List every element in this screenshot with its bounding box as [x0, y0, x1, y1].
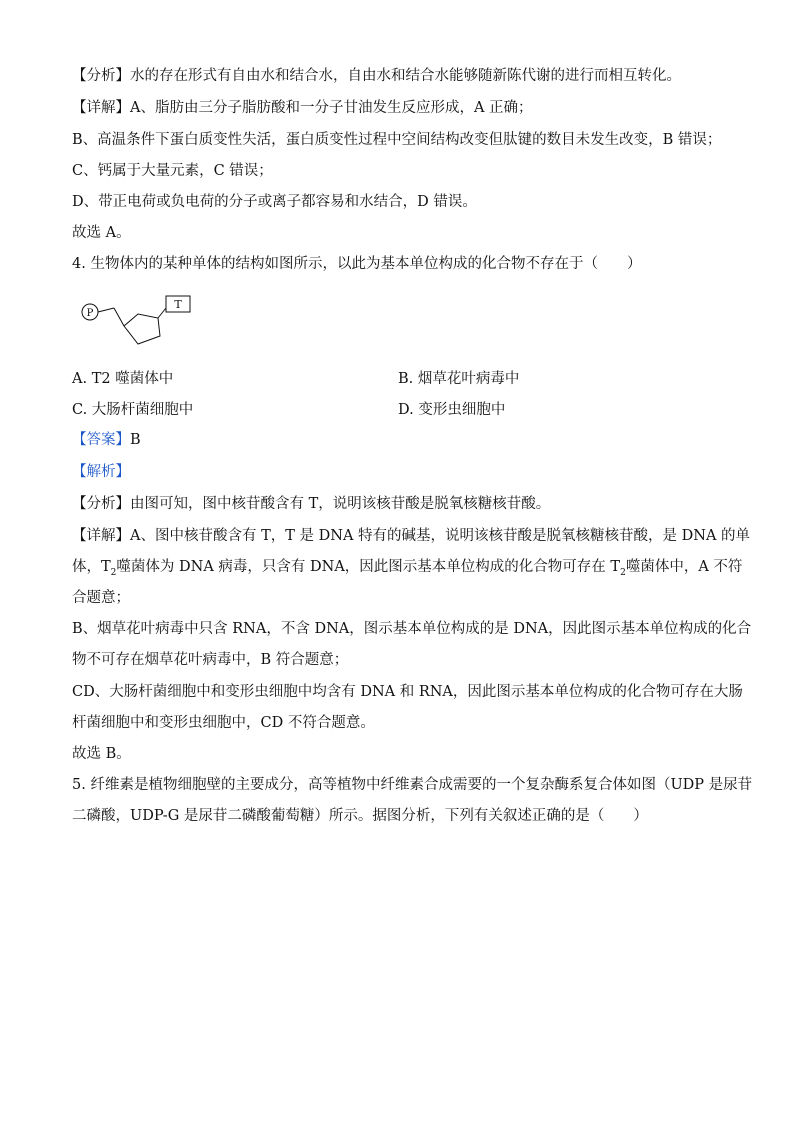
q4-option-c: C. 大肠杆菌细胞中 [72, 402, 194, 418]
q4-detail-cd-line2: 杆菌细胞中和变形虫细胞中，CD 不符合题意。 [72, 715, 375, 731]
q3-choose: 故选 A。 [72, 225, 131, 241]
q3-detail-b: B、高温条件下蛋白质变性失活，蛋白质变性过程中空间结构改变但肽键的数目未发生改变，B 错误； [72, 132, 722, 148]
q4-answer-label: 【答案】 [72, 432, 130, 448]
q4-option-a: A. T2 噬菌体中 [72, 371, 174, 387]
q4-detail-cd-line1: CD、大肠杆菌细胞中和变形虫细胞中均含有 DNA 和 RNA，因此图示基本单位构成的化合物可存在大肠 [72, 684, 743, 700]
base-label: T [174, 298, 182, 311]
subscript-2b: 2 [620, 567, 626, 578]
phosphate-bond-2 [114, 308, 124, 326]
q4-option-d: D. 变形虫细胞中 [398, 402, 506, 418]
q4-answer-value: B [130, 432, 141, 448]
pentose-ring [124, 314, 160, 344]
q4-detail-b-line1: B、烟草花叶病毒中只含 RNA，不含 DNA，图示基本单位构成的是 DNA，因此图示基本单位构成的化合 [72, 621, 752, 637]
nucleotide-diagram [74, 290, 204, 362]
q4-answer-line [72, 430, 141, 450]
q4-detail-a-line3: 合题意； [72, 590, 130, 606]
q4-detail-a-line1: 【详解】A、图中核苷酸含有 T，T 是 DNA 特有的碱基，说明该核苷酸是脱氧核糖核苷酸，是 DNA 的单 [72, 528, 751, 544]
q5-stem-line2: 二磷酸，UDP-G 是尿苷二磷酸葡萄糖）所示。据图分析，下列有关叙述正确的是（ ） [72, 808, 648, 824]
q4-detail-a-text-2: 噬菌体为 DNA 病毒，只含有 DNA，因此图示基本单位构成的化合物可存在 T [116, 559, 621, 575]
q4-choose: 故选 B。 [72, 746, 131, 762]
q4-analysis: 【分析】由图可知，图中核苷酸含有 T，说明该核苷酸是脱氧核糖核苷酸。 [72, 496, 551, 512]
base-bond [158, 308, 166, 318]
q4-explain-label: 【解析】 [72, 464, 130, 480]
q4-option-b: B. 烟草花叶病毒中 [398, 371, 520, 387]
q3-detail-d: D、带正电荷或负电荷的分子或离子都容易和水结合，D 错误。 [72, 194, 477, 210]
q4-stem: 4. 生物体内的某种单体的结构如图所示，以此为基本单位构成的化合物不存在于（ ） [72, 256, 642, 272]
q4-detail-a-text-3: 噬菌体中，A 不符 [625, 559, 743, 575]
q4-detail-b-line2: 物不可存在烟草花叶病毒中，B 符合题意； [72, 652, 349, 668]
q3-analysis: 【分析】水的存在形式有自由水和结合水，自由水和结合水能够随新陈代谢的进行而相互转化。 [72, 68, 681, 84]
q4-detail-a-text-1: 体，T [72, 559, 111, 575]
phosphate-bond [98, 308, 114, 312]
phosphate-label: P [86, 308, 94, 319]
q3-detail-a: 【详解】A、脂肪由三分子脂肪酸和一分子甘油发生反应形成，A 正确； [72, 100, 533, 116]
q5-stem-line1: 5. 纤维素是植物细胞壁的主要成分，高等植物中纤维素合成需要的一个复杂酶系复合体如图（UDP 是尿苷 [72, 777, 753, 793]
subscript-2: 2 [110, 567, 117, 578]
q3-detail-c: C、钙属于大量元素，C 错误； [72, 163, 273, 179]
q4-detail-a-line2 [72, 557, 742, 577]
